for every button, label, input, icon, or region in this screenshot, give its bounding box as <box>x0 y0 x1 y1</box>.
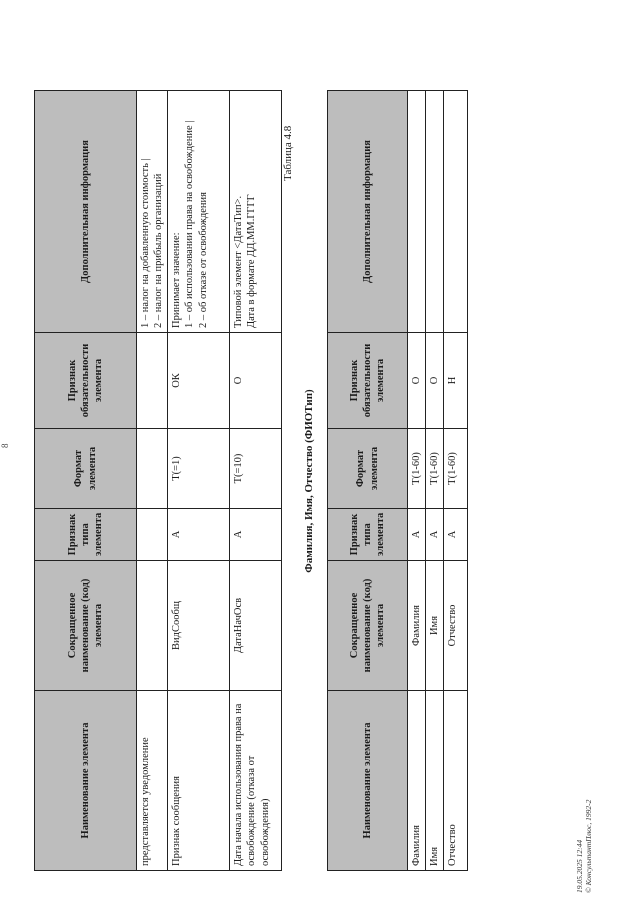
header-required: Признак обязательности элемента <box>35 333 137 429</box>
cell-type: А <box>444 509 468 561</box>
cell-name: Дата начала использования права на освобождение (отказа от освобождения) <box>230 691 282 871</box>
cell-info <box>137 91 168 333</box>
table-4-8 <box>327 90 468 871</box>
cell-required: О <box>230 333 282 429</box>
header-code: Сокращенное наименование (код) элемента <box>35 561 137 691</box>
cell-name: представляется уведомление <box>137 691 168 871</box>
cell-name: Фамилия <box>408 691 426 871</box>
cell-code: Имя <box>426 561 444 691</box>
info-line: 1 – об использовании права на освобождение | <box>184 120 196 328</box>
header-format: Формат элемента <box>328 429 408 509</box>
cell-format: Т(=10) <box>230 429 282 509</box>
table-title: Фамилия, Имя, Отчество (ФИОТип) <box>303 389 315 573</box>
cell-info <box>230 91 282 333</box>
cell-code: Отчество <box>444 561 468 691</box>
cell-format: Т(1-60) <box>444 429 468 509</box>
cell-format: Т(=1) <box>168 429 230 509</box>
header-required: Признак обязательности элемента <box>328 333 408 429</box>
cell-type <box>137 509 168 561</box>
cell-type: А <box>426 509 444 561</box>
cell-info <box>426 91 444 333</box>
cell-code <box>137 561 168 691</box>
cell-required: ОК <box>168 333 230 429</box>
header-info: Дополнительная информация <box>35 91 137 333</box>
cell-required: О <box>408 333 426 429</box>
cell-type: А <box>230 509 282 561</box>
table-row <box>137 91 168 871</box>
cell-format <box>137 429 168 509</box>
cell-required <box>137 333 168 429</box>
table-label: Таблица 4.8 <box>282 125 294 181</box>
info-line: 1 – налог на добавленную стоимость | <box>140 158 151 328</box>
cell-code: ВидСообщ <box>168 561 230 691</box>
print-stamp <box>575 800 593 893</box>
cell-info <box>444 91 468 333</box>
info-line: Принимает значение: <box>171 232 183 328</box>
cell-type: А <box>408 509 426 561</box>
cell-info <box>408 91 426 333</box>
cell-info <box>168 91 230 333</box>
cell-required: О <box>426 333 444 429</box>
cell-name: Признак сообщения <box>168 691 230 871</box>
table-row <box>444 91 468 871</box>
info-line: Дата в формате ДД.ММ.ГГГГ <box>246 194 258 328</box>
cell-type: А <box>168 509 230 561</box>
info-line: Типовой элемент <ДатаТип>. <box>233 195 245 328</box>
cell-format: Т(1-60) <box>408 429 426 509</box>
header-name: Наименование элемента <box>35 691 137 871</box>
stamp-source: © КонсультантПлюс, 1992-2 <box>584 799 593 893</box>
cell-code: Фамилия <box>408 561 426 691</box>
table-4-7-continuation <box>34 90 282 871</box>
cell-code: ДатаНачОсв <box>230 561 282 691</box>
cell-format: Т(1-60) <box>426 429 444 509</box>
stamp-date: 19.05.2025 12:44 <box>575 839 584 893</box>
header-format: Формат элемента <box>35 429 137 509</box>
table-row <box>168 91 230 871</box>
cell-name: Отчество <box>444 691 468 871</box>
header-code: Сокращенное наименование (код) элемента <box>328 561 408 691</box>
table-row <box>408 91 426 871</box>
info-line: 2 – налог на прибыль организаций <box>153 173 165 328</box>
table-row <box>230 91 282 871</box>
table-row <box>426 91 444 871</box>
header-type: Признак типа элемента <box>35 509 137 561</box>
header-name: Наименование элемента <box>328 691 408 871</box>
info-line: 2 – об отказе от освобождения <box>197 192 209 328</box>
page-number: 8 <box>0 443 10 448</box>
cell-required: Н <box>444 333 468 429</box>
header-info: Дополнительная информация <box>328 91 408 333</box>
header-type: Признак типа элемента <box>328 509 408 561</box>
cell-name: Имя <box>426 691 444 871</box>
